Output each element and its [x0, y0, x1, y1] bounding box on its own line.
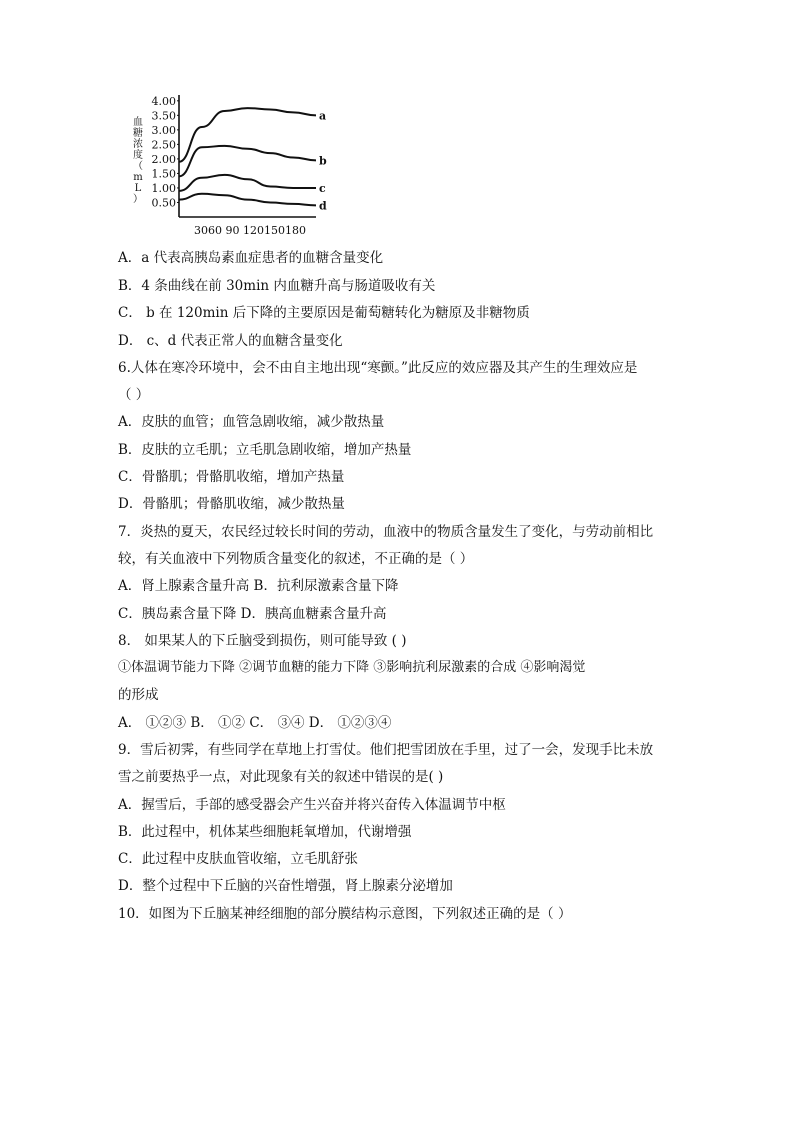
blood-glucose-chart [132, 93, 332, 241]
question-8-stem: 8． 如果某人的下丘脑受到损伤，则可能导致 ( ) [118, 633, 407, 649]
options-7ab: A．肾上腺素含量升高 B．抗利尿激素含量下降 [118, 578, 399, 594]
option-5a: A．a 代表高胰岛素血症患者的血糖含量变化 [118, 250, 384, 266]
y-tick-label: 2.00 [151, 152, 176, 166]
y-axis-label-char: ） [133, 194, 143, 205]
y-tick-labels [152, 95, 180, 210]
question-9-stem-2: 雪之前要热乎一点，对此现象有关的叙述中错误的是( ) [118, 769, 444, 785]
series-label-b: b [319, 154, 327, 168]
y-tick-label: 3.00 [151, 123, 176, 137]
question-8-items: ①体温调节能力下降 ②调节血糖的能力下降 ③影响抗利尿激素的合成 ④影响渴觉 [118, 660, 586, 675]
y-axis-label-char: 糖 [133, 128, 143, 139]
y-axis-label [133, 116, 143, 205]
question-9-stem-1: 9．雪后初霁，有些同学在草地上打雪仗。他们把雪团放在手里，过了一会，发现手比未放 [118, 742, 654, 758]
y-axis-label-char: 血 [133, 117, 143, 128]
question-7-stem-1: 7．炎热的夏天，农民经过较长时间的劳动，血液中的物质含量发生了变化，与劳动前相比 [118, 524, 654, 540]
y-axis-label-char: 浓 [133, 139, 143, 150]
option-9d: D．整个过程中下丘脑的兴奋性增强，肾上腺素分泌增加 [118, 878, 453, 894]
series-label-c: c [319, 181, 326, 195]
x-tick-labels: 3060 90 120150180 [194, 224, 306, 237]
option-5c: C． b 在 120min 后下降的主要原因是葡萄糖转化为糖原及非糖物质 [118, 305, 530, 321]
y-axis-label-char: L [134, 183, 142, 194]
option-5b: B．4 条曲线在前 30min 内血糖升高与肠道吸收有关 [118, 278, 436, 294]
option-6c: C．骨骼肌；骨骼肌收缩，增加产热量 [118, 469, 345, 485]
option-9b: B．此过程中，机体某些细胞耗氧增加，代谢增强 [118, 824, 412, 840]
y-axis-label-char: 度 [133, 150, 143, 161]
series-label-a: a [319, 109, 327, 123]
options-8: A． ①②③ B． ①② C． ③④ D． ①②③④ [118, 715, 392, 731]
y-tick-label: 2.50 [151, 138, 176, 152]
option-6d: D．骨骼肌；骨骼肌收缩，减少散热量 [118, 496, 345, 512]
question-10-stem: 10．如图为下丘脑某神经细胞的部分膜结构示意图，下列叙述正确的是（ ） [118, 906, 572, 922]
option-9a: A．握雪后，手部的感受器会产生兴奋并将兴奋传入体温调节中枢 [118, 797, 506, 813]
options-7cd: C．胰岛素含量下降 D．胰高血糖素含量升高 [118, 606, 387, 622]
y-tick-label: 3.50 [151, 109, 176, 123]
series-lines [179, 108, 327, 212]
y-tick-label: 4.00 [151, 94, 176, 108]
series-line-b [179, 146, 316, 177]
option-9c: C．此过程中皮肤血管收缩，立毛肌舒张 [118, 851, 358, 867]
series-line-a [179, 108, 316, 162]
y-tick-label: 1.50 [151, 167, 176, 181]
question-7-stem-2: 较，有关血液中下列物质含量变化的叙述，不正确的是（ ） [118, 551, 474, 567]
option-6b: B．皮肤的立毛肌；立毛肌急剧收缩，增加产热量 [118, 442, 412, 458]
series-line-d [179, 194, 316, 206]
y-tick-label: 1.00 [151, 181, 176, 195]
y-axis-label-char: （ [133, 161, 143, 172]
option-6a: A．皮肤的血管；血管急剧收缩，减少散热量 [118, 414, 385, 430]
question-6-stem: 6.人体在寒冷环境中，会不由自主地出现“寒颤。”此反应的效应器及其产生的生理效应是 [118, 360, 638, 376]
series-label-d: d [319, 199, 327, 213]
y-axis-label-char: m [133, 172, 143, 183]
question-8-items-cont: 的形成 [118, 687, 159, 703]
y-tick-label: 0.50 [151, 196, 176, 210]
series-line-c [179, 175, 316, 191]
question-6-blank: （ ） [118, 387, 150, 403]
option-5d: D． c、d 代表正常人的血糖含量变化 [118, 333, 343, 349]
